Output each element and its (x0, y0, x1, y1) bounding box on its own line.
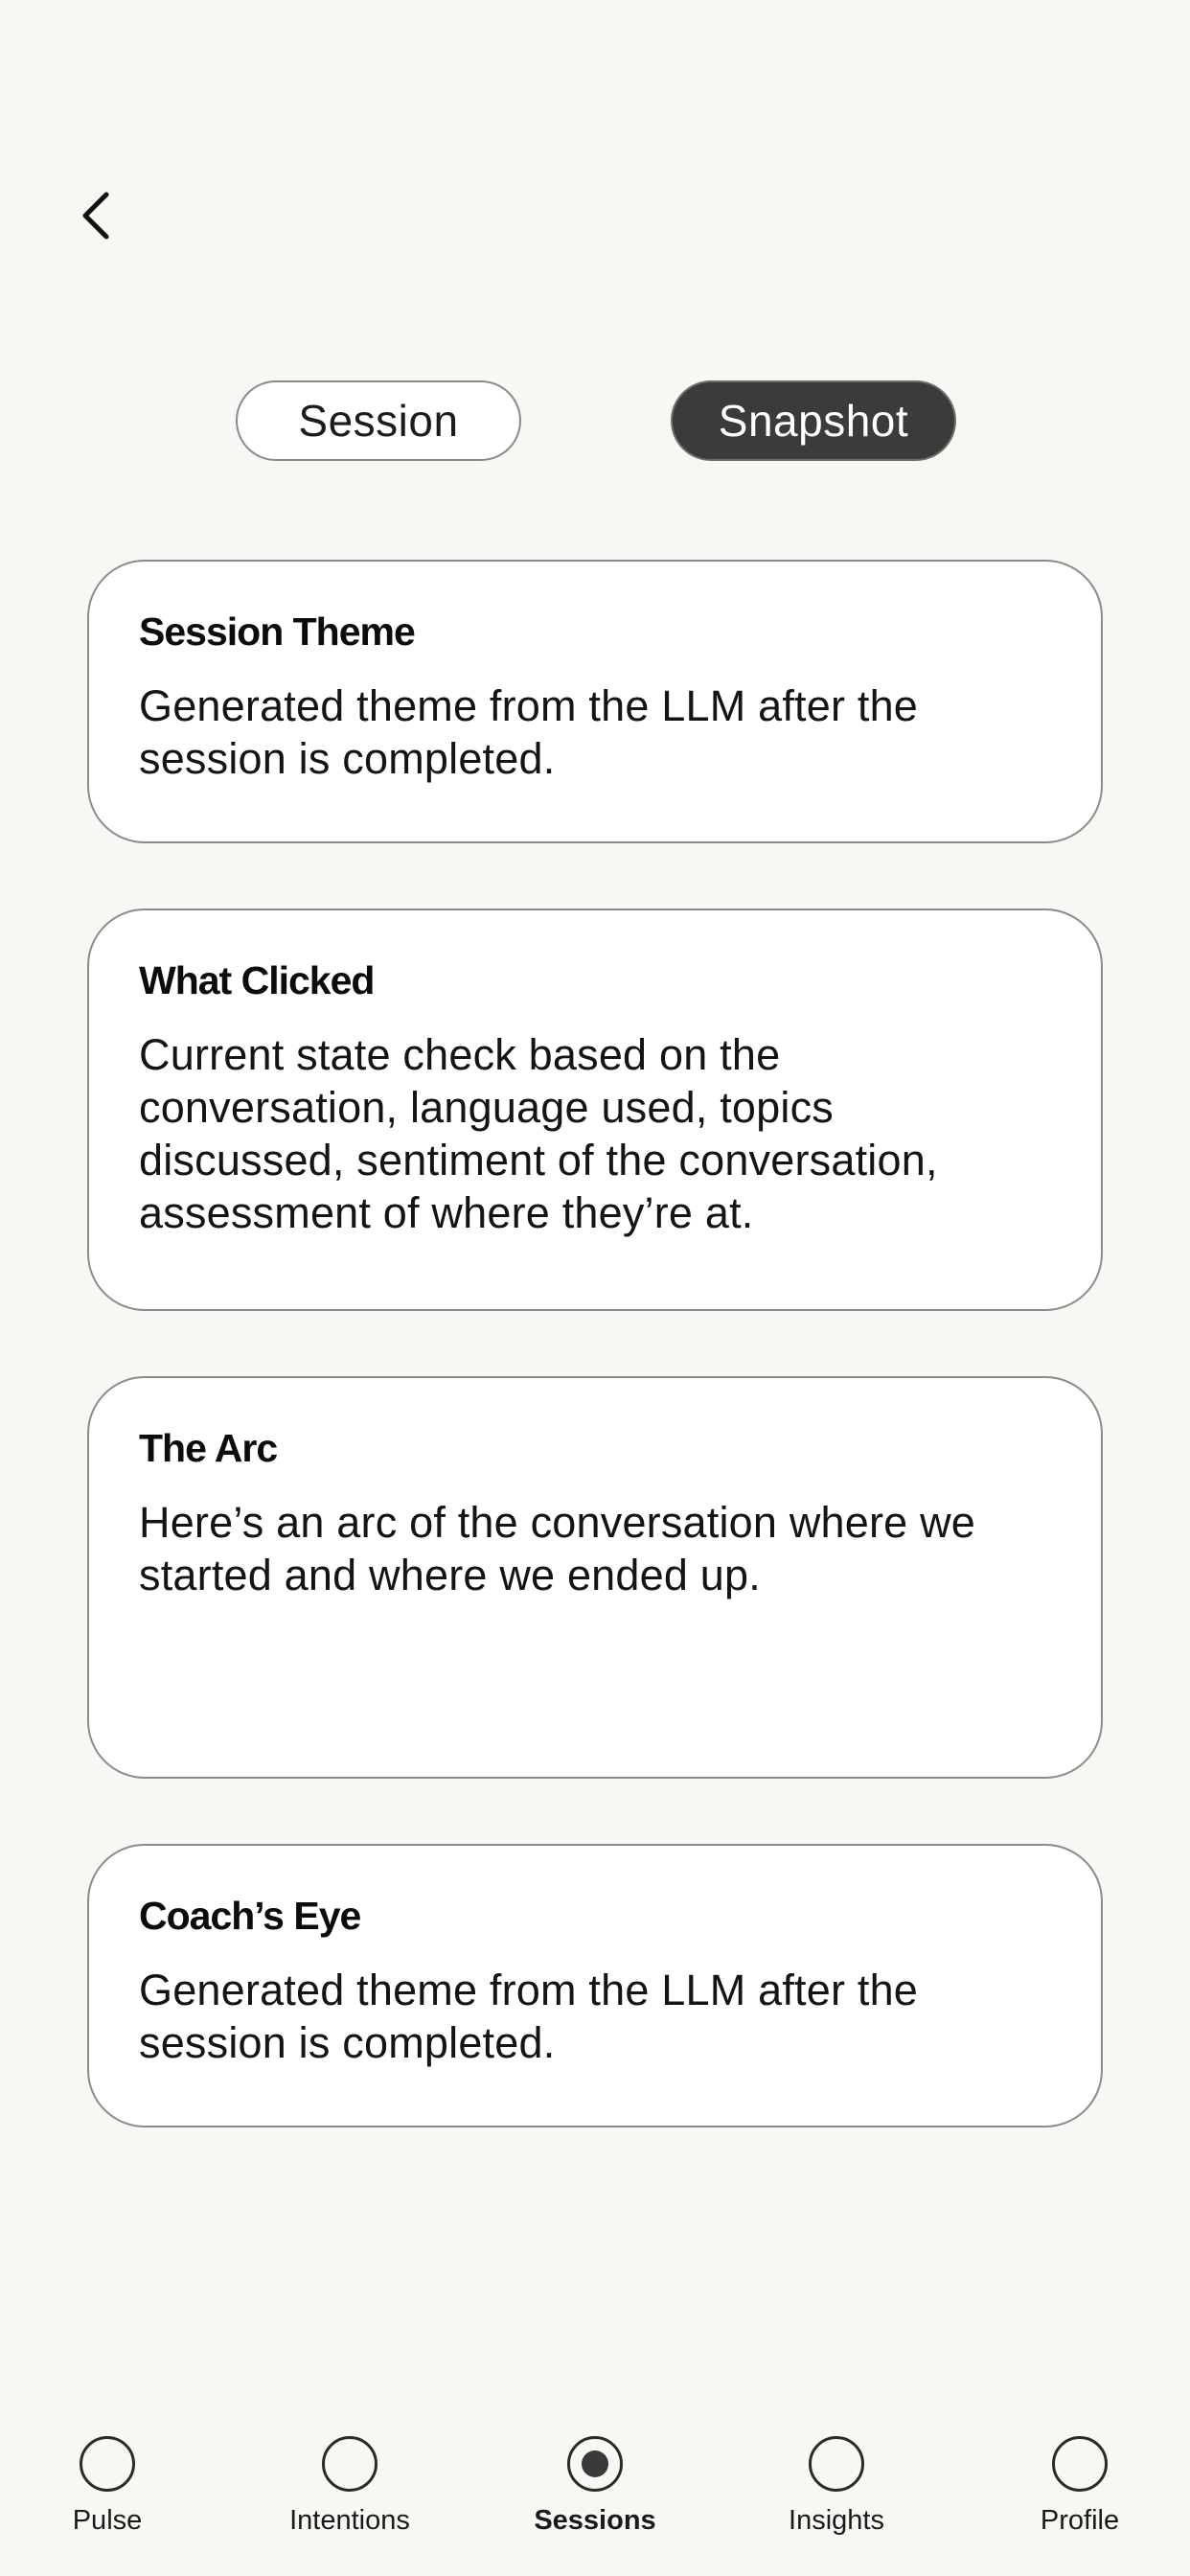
chevron-left-icon (80, 191, 112, 241)
card-title: Coach’s Eye (139, 1894, 361, 1938)
tab-label: Sessions (534, 2505, 656, 2536)
what-clicked-card (87, 908, 1103, 1311)
circle-icon (1052, 2436, 1108, 2492)
card-title: What Clicked (139, 958, 375, 1002)
tab-profile[interactable] (974, 2425, 1185, 2549)
tab-label: Intentions (289, 2505, 410, 2536)
tab-label: Pulse (72, 2505, 143, 2536)
snapshot-toggle-button[interactable]: Snapshot (671, 380, 956, 461)
back-button[interactable] (67, 182, 125, 249)
card-body: Current state check based on the conversation, language used, topics discussed, sentiment of the conversation, assessment of where they’re at. (139, 1030, 938, 1238)
card-body: Here’s an arc of the conversation where we started and where we ended up. (139, 1498, 976, 1600)
tab-pulse[interactable] (2, 2425, 213, 2549)
card-body: Generated theme from the LLM after the session is completed. (139, 681, 919, 784)
card-title: The Arc (139, 1426, 278, 1470)
view-toggle (0, 380, 1190, 463)
tab-insights[interactable] (731, 2425, 942, 2549)
tab-label: Insights (789, 2505, 884, 2536)
circle-icon (322, 2436, 378, 2492)
session-toggle-button[interactable]: Session (236, 380, 521, 461)
card-body: Generated theme from the LLM after the session is completed. (139, 1966, 919, 2068)
tab-sessions[interactable] (490, 2425, 700, 2549)
card-title: Session Theme (139, 610, 415, 654)
circle-icon (809, 2436, 864, 2492)
session-theme-card (87, 560, 1103, 843)
circle-dot-icon (567, 2436, 623, 2492)
circle-icon (80, 2436, 135, 2492)
bottom-tab-bar (0, 2425, 1190, 2576)
tab-label: Profile (1040, 2505, 1120, 2536)
coachs-eye-card (87, 1844, 1103, 2128)
the-arc-card (87, 1376, 1103, 1779)
tab-intentions[interactable] (244, 2425, 455, 2549)
